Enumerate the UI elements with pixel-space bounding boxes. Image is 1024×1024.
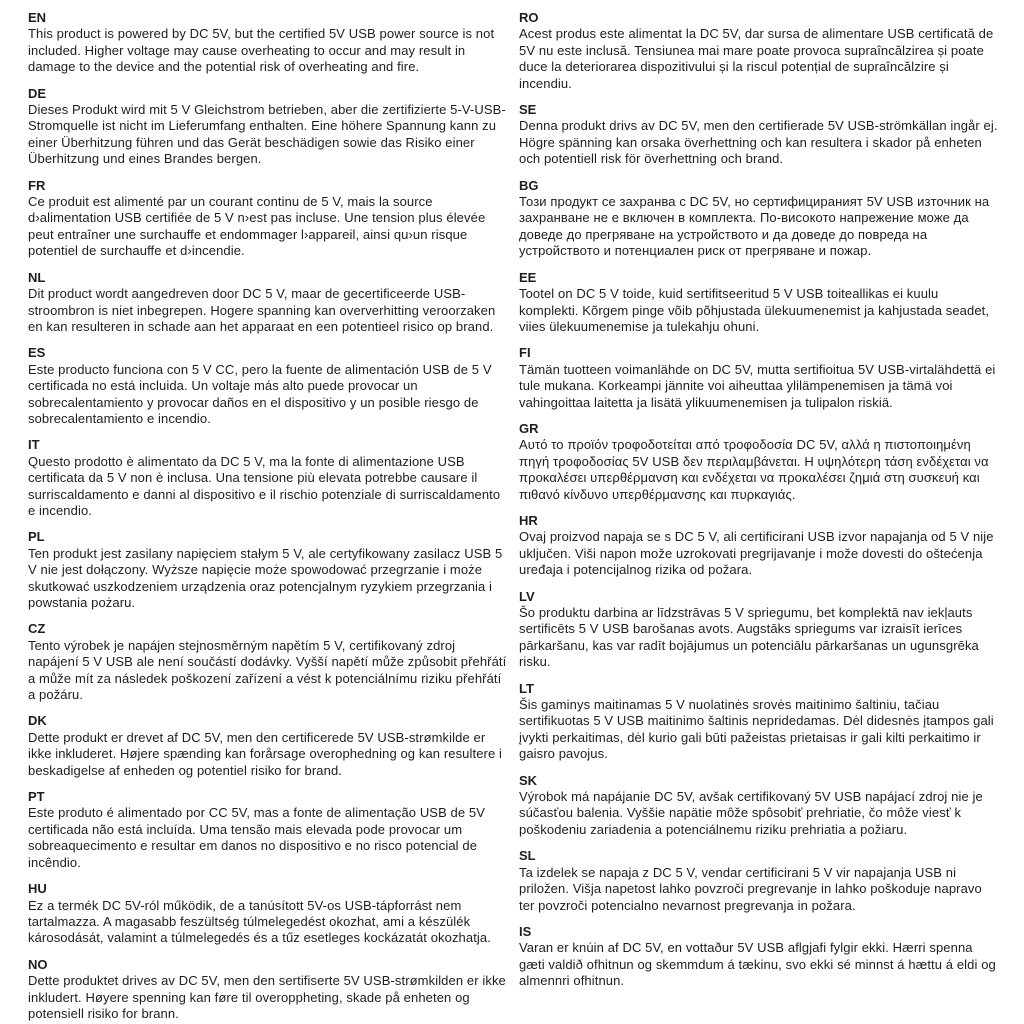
- language-code-label: FR: [28, 177, 46, 193]
- notice-entry-en: [28, 10, 509, 76]
- notice-entry-pt: [28, 789, 509, 871]
- language-code-label: IS: [519, 923, 532, 939]
- warning-text: Ce produit est alimenté par un courant continu de 5 V, mais la source d›alimentation USB certifiée de 5 V n›est pas incluse. Une tension plus élevée peut entraîner une surchauffe et endommager l›appareil, ainsi qu›un risque potentiel de surchauffe et d›incendie.: [28, 194, 486, 259]
- warning-text: Varan er knúin af DC 5V, en vottaður 5V USB aflgjafi fylgir ekki. Hærri spenna gæti valdið ofhitnun og skemmdum á tækinu, svo ekki sé minnst á hættu á eldi og almennri ofhitnun.: [519, 940, 996, 989]
- warning-text: Šo produktu darbina ar līdzstrāvas 5 V spriegumu, bet komplektā nav iekļauts sertificēts 5 V USB barošanas avots. Augstāks spriegums var izraisīt ierīces pārkaršanu, kas var radīt bojājumus un potenciālu pārkaršanas un ugunsgrēka risku.: [519, 605, 979, 670]
- notice-entry-no: [28, 957, 509, 1023]
- warning-text: Acest produs este alimentat la DC 5V, dar sursa de alimentare USB certificată de 5V nu este inclusă. Tensiunea mai mare poate provoca supraîncălzirea și poate duce la deteriorarea dispozitivului și la riscul potențial de supraîncălzire și incendiu.: [519, 26, 994, 91]
- warning-text: This product is powered by DC 5V, but the certified 5V USB power source is not included. Higher voltage may cause overheating to occur and may result in damage to the device and the potential risk of overheating and fire.: [28, 26, 495, 75]
- notice-entry-hr: [519, 513, 1000, 579]
- warning-text: Този продукт се захранва с DC 5V, но сертифицираният 5V USB източник на захранване не е включен в комплекта. По-високото напрежение може да доведе до прегряване на устройството и да доведе до повреда на устройството и потенциален риск от прегряване и пожар.: [519, 194, 990, 259]
- warning-text: Dieses Produkt wird mit 5 V Gleichstrom betrieben, aber die zertifizierte 5-V-USB-Stromquelle ist nicht im Lieferumfang enthalten. Eine höhere Spannung kann zu einer Überhitzung führen und das Gerät beschädigen sowie das Risiko einer Überhitzung und eines Brandes bergen.: [28, 102, 506, 167]
- language-code-label: ES: [28, 345, 46, 361]
- notice-entry-de: [28, 86, 509, 168]
- warning-text: Questo prodotto è alimentato da DC 5 V, ma la fonte di alimentazione USB certificata da 5 V non è inclusa. Una tensione più elevata potrebbe causare il surriscaldamento e danni al dispositivo e il rischio potenziale di surriscaldamento e incendio.: [28, 453, 501, 518]
- right-column: [519, 10, 1000, 1024]
- notice-entry-es: [28, 345, 509, 427]
- language-code-label: EN: [28, 10, 47, 25]
- warning-text: Ez a termék DC 5V-ról működik, de a tanúsított 5V-os USB-tápforrást nem tartalmazza. A magasabb feszültség túlmelegedést okozhat, ami a készülék károsodását, valamint a túlmelegedés és a tűz esetleges kockázatát okozhatja.: [28, 897, 491, 946]
- warning-text: Este producto funciona con 5 V CC, pero la fuente de alimentación USB de 5 V certificada no está incluida. Un voltaje más alto puede provocar un sobrecalentamiento y provocar daños en el dispositivo y un posible riesgo de sobrecalentamiento e incendio.: [28, 361, 492, 426]
- notice-entry-fr: [28, 178, 509, 260]
- left-column: [28, 10, 509, 1024]
- warning-text: Ten produkt jest zasilany napięciem stałym 5 V, ale certyfikowany zasilacz USB 5 V nie jest dołączony. Wyższe napięcie może spowodować przegrzanie i może skutkować uszkodzeniem urządzenia oraz potencjalnym ryzykiem przegrzania i powstania pożaru.: [28, 545, 503, 610]
- notice-entry-dk: [28, 713, 509, 779]
- notice-entry-pl: [28, 529, 509, 611]
- notice-entry-lt: [519, 681, 1000, 763]
- language-code-label: SE: [519, 102, 537, 118]
- warning-text: Tootel on DC 5 V toide, kuid sertifitseeritud 5 V USB toiteallikas ei kuulu komplekti. Kõrgem pinge võib põhjustada ülekuumenemist ja kahjustada seadet, viies ülekuumenemise ja tulekahju ohuni.: [519, 286, 990, 334]
- warning-text: Tento výrobek je napájen stejnosměrným napětím 5 V, certifikovaný zdroj napájení 5 V USB ale není součástí dodávky. Vyšší napětí může způsobit přehřátí a může mít za následek poškození zařízení a vést k potenciálnímu riziku přehřátí a požáru.: [28, 637, 507, 703]
- warning-text: Šis gaminys maitinamas 5 V nuolatinės srovės maitinimo šaltiniu, tačiau sertifikuotas 5 V USB maitinimo šaltinis nepridedamas. Dėl didesnės įtampos gali įvykti perkaitimas, dėl kurio gali būti pažeistas prietaisas ir gali kilti perkaitimo ir gaisro pavojus.: [519, 697, 994, 762]
- language-code-label: HU: [28, 881, 47, 897]
- warning-text: Dette produkt er drevet af DC 5V, men den certificerede 5V USB-strømkilde er ikke inkluderet. Højere spænding kan forårsage overophedning og kan resultere i beskadigelse af enheden og potentiel risiko for brand.: [28, 729, 503, 778]
- language-code-label: IT: [28, 437, 40, 453]
- warning-text: Este produto é alimentado por CC 5V, mas a fonte de alimentação USB de 5V certificada não está incluída. Uma tensão mais elevada pode provocar um sobreaquecimento e resultar em danos no dispositivo e no risco potencial de incêndio.: [28, 805, 486, 870]
- language-code-label: PT: [28, 789, 45, 805]
- warning-text: Αυτό το προϊόν τροφοδοτείται από τροφοδοσία DC 5V, αλλά η πιστοποιημένη πηγή τροφοδοσίας 5V USB δεν περιλαμβάνεται. Η υψηλότερη τάση ενδέχεται να προκαλέσει υπερθέρμανση και ενδέχεται να προκαλέσει ζημιά στη συσκευή και πιθανό κίνδυνο υπερθέρμανσης και πυρκαγιάς.: [519, 437, 989, 502]
- language-code-label: BG: [519, 177, 539, 193]
- language-code-label: HR: [519, 512, 538, 528]
- warning-text: Denna produkt drivs av DC 5V, men den certifierade 5V USB-strömkällan ingår ej. Högre spänning kan orsaka överhettning och kan resultera i skador på enheten och potentiell risk för överhettning och brand.: [519, 118, 998, 167]
- notice-entry-it: [28, 437, 509, 519]
- warning-text: Dette produktet drives av DC 5V, men den sertifiserte 5V USB-strømkilden er ikke inkludert. Høyere spenning kan føre til overoppheting, skade på enheten og potensiell risiko for brann.: [28, 973, 506, 1021]
- warning-text: Výrobok má napájanie DC 5V, avšak certifikovaný 5V USB napájací zdroj nie je súčasťou balenia. Vyššie napätie môže spôsobiť prehriatie, čo môže viesť k poškodeniu zariadenia a potenciálnemu riziku prehriatia a požiaru.: [519, 789, 983, 837]
- notice-entry-hu: [28, 881, 509, 947]
- language-code-label: CZ: [28, 621, 46, 637]
- warning-text: Ta izdelek se napaja z DC 5 V, vendar certificirani 5 V vir napajanja USB ni priložen. Višja napetost lahko povzroči pregrevanje in lahko poškoduje napravo ter povzroči potencialno nevarnost pregrevanja in požara.: [519, 864, 982, 913]
- notice-entry-se: [519, 102, 1000, 168]
- notice-entry-gr: [519, 421, 1000, 503]
- language-code-label: NO: [28, 956, 48, 972]
- warning-text: Tämän tuotteen voimanlähde on DC 5V, mutta sertifioitua 5V USB-virtalähdettä ei tule mukana. Korkeampi jännite voi aiheuttaa ylilämpenemisen ja tämä voi vahingoittaa laitetta ja lisätä ylikuumenemisen ja tulipalon riskiä.: [519, 361, 996, 410]
- language-code-label: LV: [519, 588, 535, 604]
- language-code-label: SK: [519, 772, 538, 788]
- language-code-label: GR: [519, 420, 539, 436]
- language-code-label: PL: [28, 529, 45, 545]
- notice-entry-nl: [28, 270, 509, 336]
- notice-entry-cz: [28, 621, 509, 703]
- language-code-label: FI: [519, 345, 531, 361]
- notice-entry-fi: [519, 345, 1000, 411]
- language-code-label: DK: [28, 713, 47, 729]
- notice-entry-lv: [519, 589, 1000, 671]
- language-code-label: DE: [28, 85, 47, 101]
- language-code-label: EE: [519, 269, 537, 285]
- language-code-label: LT: [519, 680, 534, 696]
- notice-entry-sl: [519, 848, 1000, 914]
- notice-entry-ee: [519, 270, 1000, 336]
- language-code-label: NL: [28, 269, 46, 285]
- notice-entry-ro: [519, 10, 1000, 92]
- notice-entry-sk: [519, 773, 1000, 839]
- notice-entry-is: [519, 924, 1000, 990]
- warning-text: Ovaj proizvod napaja se s DC 5 V, ali certificirani USB izvor napajanja od 5 V nije uključen. Viši napon može uzrokovati pregrijavanje i može dovesti do oštećenja uređaja i potencijalnog rizika od požara.: [519, 529, 994, 578]
- warning-text: Dit product wordt aangedreven door DC 5 V, maar de gecertificeerde USB-stroombron is niet inbegrepen. Hogere spanning kan oververhitting veroorzaken en kan resulteren in schade aan het apparaat en een potentieel risico op brand.: [28, 286, 496, 334]
- notice-entry-bg: [519, 178, 1000, 260]
- language-code-label: RO: [519, 10, 539, 25]
- language-code-label: SL: [519, 848, 536, 864]
